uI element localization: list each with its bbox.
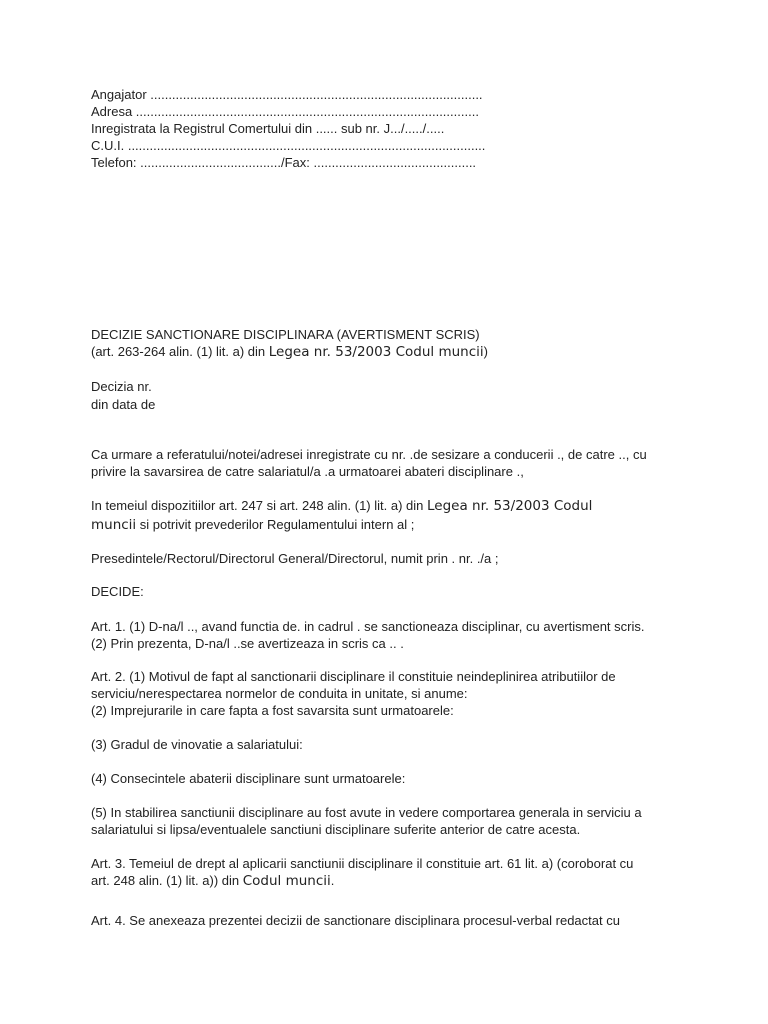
article3-prefix: art. 248 alin. (1) lit. a)) din bbox=[91, 873, 243, 888]
article2-line1: Art. 2. (1) Motivul de fapt al sanctionarii disciplinare il constituie neindeplinirea atributiilor de bbox=[91, 669, 616, 684]
legal-basis-law: Legea nr. 53/2003 Codul bbox=[426, 498, 593, 514]
legal-basis-line1 bbox=[91, 497, 592, 515]
article3-law: Codul muncii bbox=[242, 873, 331, 889]
article3-suffix: . bbox=[330, 873, 335, 888]
legal-basis-prefix: In temeiul dispozitiilor art. 247 si art. 248 alin. (1) lit. a) din bbox=[91, 498, 427, 513]
legal-basis-law-cont: muncii bbox=[91, 517, 137, 533]
paragraph-intro-line1: Ca urmare a referatului/notei/adresei inregistrate cu nr. .de sesizare a conducerii ., de catre .., cu bbox=[91, 447, 647, 462]
address-line: Adresa ............................................................................................... bbox=[91, 104, 479, 119]
decide-heading: DECIDE: bbox=[91, 584, 144, 599]
legal-basis-suffix: si potrivit prevederilor Regulamentului intern al ; bbox=[136, 517, 415, 532]
registry-line: Inregistrata la Registrul Comertului din ...... sub nr. J.../...../..... bbox=[91, 121, 445, 136]
legal-basis-line2 bbox=[91, 516, 414, 534]
article2-line2: serviciu/nerespectarea normelor de conduita in unitate, si anume: bbox=[91, 686, 468, 701]
decision-date: din data de bbox=[91, 397, 156, 412]
article2-criteria-line1: (5) In stabilirea sanctiunii disciplinare au fost avute in vedere comportarea generala in serviciu a bbox=[91, 805, 642, 820]
cui-line: C.U.I. ................................................................................................... bbox=[91, 138, 486, 153]
issuer-line: Presedintele/Rectorul/Directorul General/Directorul, numit prin . nr. ./a ; bbox=[91, 551, 499, 566]
article3-line2 bbox=[91, 872, 334, 890]
phone-fax-line: Telefon: ......................................./Fax: ............................................. bbox=[91, 155, 477, 170]
article2-criteria-line2: salariatului si lipsa/eventualele sanctiuni disciplinare suferite anterior de catre acesta. bbox=[91, 822, 581, 837]
ref-prefix: (art. 263-264 alin. (1) lit. a) din bbox=[91, 344, 269, 359]
article4-line1: Art. 4. Se anexeaza prezentei decizii de sanctionare disciplinara procesul-verbal redactat cu bbox=[91, 913, 620, 928]
ref-suffix: ) bbox=[483, 344, 488, 359]
article1-line1: Art. 1. (1) D-na/l .., avand functia de. in cadrul . se sanctioneaza disciplinar, cu avertisment scris. bbox=[91, 619, 645, 634]
title-legal-reference bbox=[91, 343, 488, 361]
article2-line3: (2) Imprejurarile in care fapta a fost savarsita sunt urmatoarele: bbox=[91, 703, 454, 718]
decision-number: Decizia nr. bbox=[91, 379, 152, 394]
article3-line1: Art. 3. Temeiul de drept al aplicarii sanctiunii disciplinare il constituie art. 61 lit. a) (coroborat cu bbox=[91, 856, 634, 871]
article2-guilt: (3) Gradul de vinovatie a salariatului: bbox=[91, 737, 303, 752]
article1-line2: (2) Prin prezenta, D-na/l ..se avertizeaza in scris ca .. . bbox=[91, 636, 404, 651]
ref-law: Legea nr. 53/2003 Codul muncii bbox=[268, 344, 484, 360]
document-title: DECIZIE SANCTIONARE DISCIPLINARA (AVERTISMENT SCRIS) bbox=[91, 327, 480, 342]
paragraph-intro-line2: privire la savarsirea de catre salariatul/a .a urmatoarei abateri disciplinare ., bbox=[91, 464, 524, 479]
employer-line: Angajator ............................................................................................ bbox=[91, 87, 483, 102]
article2-consequences: (4) Consecintele abaterii disciplinare sunt urmatoarele: bbox=[91, 771, 406, 786]
